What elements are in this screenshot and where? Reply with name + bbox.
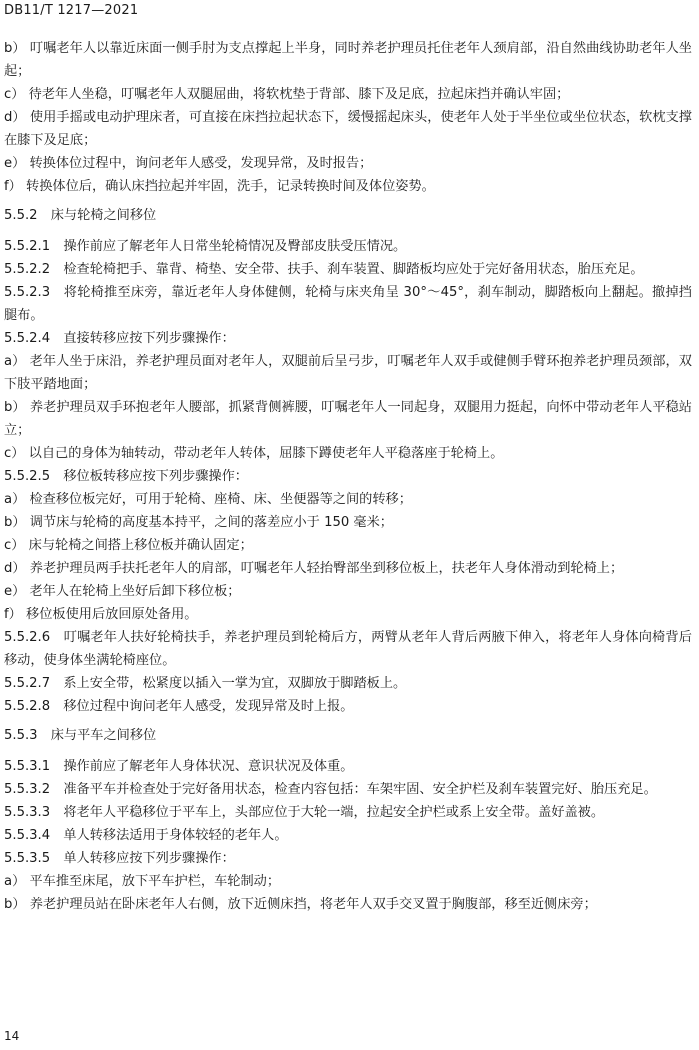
clause: 5.5.2.8 移位过程中询问老年人感受，发现异常及时上报。 [4, 699, 354, 714]
list-item: d） 养老护理员两手扶托老年人的肩部，叮嘱老年人轻抬臀部坐到移位板上，扶老年人身体滑动到轮椅上； [4, 561, 624, 576]
clause: 5.5.2.2 检查轮椅把手、靠背、椅垫、安全带、扶手、刹车装置、脚踏板均应处于完好备用状态，胎压充足。 [4, 262, 644, 277]
list-item: b） 叮嘱老年人以靠近床面一侧手肘为支点撑起上半身，同时养老护理员托住老年人颈肩部，沿自然曲线协助老年人坐起； [4, 41, 692, 79]
clause: 5.5.2.4 直接转移应按下列步骤操作： [4, 331, 235, 346]
section-heading: 5.5.2 床与轮椅之间移位 [4, 208, 157, 223]
clause: 5.5.3.2 准备平车并检查处于完好备用状态，检查内容包括：车架牢固、安全护栏及刹车装置完好、胎压充足。 [4, 782, 657, 797]
list-item: a） 老年人坐于床沿，养老护理员面对老年人，双腿前后呈弓步，叮嘱老年人双手或健侧手臂环抱养老护理员颈部，双下肢平踏地面； [4, 354, 692, 392]
list-item: b） 养老护理员双手环抱老年人腰部，抓紧背侧裤腰，叮嘱老年人一同起身，双腿用力挺起，向怀中带动老年人平稳站立； [4, 400, 692, 438]
list-item: b） 养老护理员站在卧床老年人右侧，放下近侧床挡，将老年人双手交叉置于胸腹部，移至近侧床旁； [4, 897, 597, 912]
clause: 5.5.3.1 操作前应了解老年人身体状况、意识状况及体重。 [4, 759, 354, 774]
page-body [4, 37, 692, 916]
section-heading: 5.5.3 床与平车之间移位 [4, 728, 157, 743]
clause: 5.5.2.3 将轮椅推至床旁，靠近老年人身体健侧，轮椅与床夹角呈 30°～45°，刹车制动，脚踏板向上翻起。撤掉挡腿布。 [4, 285, 692, 323]
clause: 5.5.2.7 系上安全带，松紧度以插入一掌为宜，双脚放于脚踏板上。 [4, 676, 407, 691]
list-item: a） 检查移位板完好，可用于轮椅、座椅、床、坐便器等之间的转移； [4, 492, 412, 507]
clause: 5.5.2.6 叮嘱老年人扶好轮椅扶手，养老护理员到轮椅后方，两臂从老年人背后两腋下伸入，将老年人身体向椅背后移动，使身体坐满轮椅座位。 [4, 630, 692, 668]
list-item: a） 平车推至床尾，放下平车护栏，车轮制动； [4, 874, 281, 889]
clause: 5.5.3.5 单人转移应按下列步骤操作： [4, 851, 235, 866]
document-code: DB11/T 1217—2021 [4, 3, 139, 18]
list-item: e） 老年人在轮椅上坐好后卸下移位板； [4, 584, 241, 599]
list-item: e） 转换体位过程中，询问老年人感受，发现异常，及时报告； [4, 156, 373, 171]
page-number: 14 [4, 1029, 20, 1043]
clause: 5.5.3.3 将老年人平稳移位于平车上，头部应位于大轮一端，拉起安全护栏或系上安全带。盖好盖被。 [4, 805, 605, 820]
clause: 5.5.2.1 操作前应了解老年人日常坐轮椅情况及臀部皮肤受压情况。 [4, 239, 407, 254]
clause: 5.5.3.4 单人转移法适用于身体较轻的老年人。 [4, 828, 288, 843]
clause: 5.5.2.5 移位板转移应按下列步骤操作： [4, 469, 248, 484]
list-item: d） 使用手摇或电动护理床者，可直接在床挡拉起状态下，缓慢摇起床头，使老年人处于半坐位或坐位状态，软枕支撑在膝下及足底； [4, 110, 692, 148]
list-item: f） 移位板使用后放回原处备用。 [4, 607, 198, 622]
list-item: c） 待老年人坐稳，叮嘱老年人双腿屈曲，将软枕垫于背部、膝下及足底，拉起床挡并确认牢固； [4, 87, 570, 102]
list-item: b） 调节床与轮椅的高度基本持平，之间的落差应小于 150 毫米； [4, 515, 393, 530]
list-item: c） 以自己的身体为轴转动，带动老年人转体，屈膝下蹲使老年人平稳落座于轮椅上。 [4, 446, 504, 461]
list-item: f） 转换体位后，确认床挡拉起并牢固，洗手，记录转换时间及体位姿势。 [4, 179, 435, 194]
list-item: c） 床与轮椅之间搭上移位板并确认固定； [4, 538, 253, 553]
